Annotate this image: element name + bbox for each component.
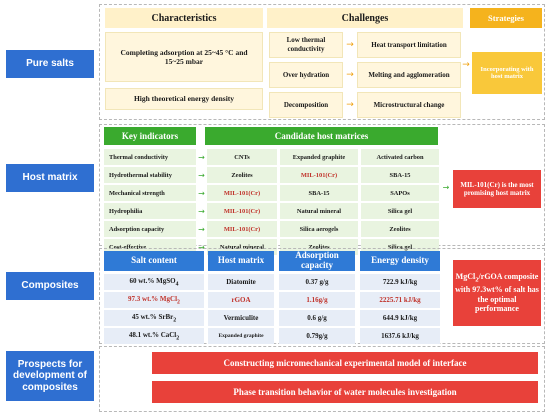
challenge-effect-text: Microstructural change (373, 100, 445, 109)
candidate-col2-cell (280, 167, 358, 183)
arrow-right-icon: → (198, 242, 205, 252)
adsorption-capacity-value-text: 0.79g/g (306, 332, 328, 340)
section-label-composites (6, 272, 94, 300)
key-indicators-header-text: Key indicators (121, 131, 179, 141)
candidate-col1-text: MIL-101(Cr) (223, 207, 261, 215)
candidate-col2-text: SBA-15 (308, 189, 330, 197)
host-matrix-value-cell (208, 328, 274, 344)
host-matrix-conclusion-text: MIL-101(Cr) is the most promising host matrix (460, 180, 534, 197)
arrow-right-icon: → (198, 206, 205, 216)
section-label-text: Composites (21, 280, 79, 292)
key-indicator-text: Cost-effective (109, 243, 147, 251)
key-indicator-cell (104, 167, 196, 183)
salt-content-text (128, 295, 180, 305)
host-matrix-conclusion (453, 170, 541, 208)
key-indicator-text: Adsorption capacity (109, 225, 165, 233)
section-label-prospects (6, 351, 94, 401)
arrow-right-icon: → (346, 40, 354, 50)
adsorption-capacity-value-cell (279, 310, 355, 326)
salt-content-cell (104, 310, 204, 326)
section-label-text: Pure salts (26, 58, 74, 70)
candidate-matrices-header-text: Candidate host matrices (274, 131, 369, 141)
key-indicator-cell (104, 185, 196, 201)
candidate-col1-cell (207, 185, 277, 201)
candidate-col2-text: MIL-101(Cr) (300, 171, 338, 179)
host-matrix-value-cell (208, 310, 274, 326)
candidate-col3-text: Activated carbon (376, 153, 424, 161)
characteristic-energy-density-text: High theoretical energy density (133, 94, 235, 104)
conclusion-rest: /rGOA composite with 97.3wt% of salt has the optimal performance (455, 272, 539, 314)
characteristics-header (105, 8, 263, 28)
arrow-right-icon: → (346, 100, 354, 110)
adsorption-capacity-value-text: 0.37 g/g (305, 278, 329, 286)
energy-density-value-cell (360, 328, 440, 344)
adsorption-capacity-value-cell (279, 328, 355, 344)
prospect-item-text: Constructing micromechanical experimental model of interface (223, 358, 467, 368)
conclusion-formula-sub: 2 (475, 276, 479, 284)
candidate-col3-cell (361, 221, 439, 237)
host-matrix-col-header (208, 251, 274, 271)
candidate-col2-cell (280, 185, 358, 201)
prospect-item-text: Phase transition behavior of water molecules investigation (233, 387, 457, 397)
prospect-item-1 (152, 352, 538, 374)
adsorption-capacity-value-cell (279, 274, 355, 290)
adsorption-capacity-header (279, 251, 355, 271)
challenges-header-text: Challenges (341, 12, 389, 24)
characteristics-header-text: Characteristics (151, 12, 217, 24)
candidate-col3-cell (361, 185, 439, 201)
salt-content-header (104, 251, 204, 271)
arrow-right-icon: → (442, 182, 450, 192)
salt-content-header-text: Salt content (131, 255, 177, 266)
salt-formula: 45 wt.% SrBr (131, 312, 174, 321)
adsorption-capacity-value-text: 1.16g/g (306, 296, 328, 304)
arrow-right-icon: → (198, 152, 205, 162)
candidate-col3-cell (361, 167, 439, 183)
arrow-right-icon: → (198, 224, 205, 234)
candidate-col2-text: Silica aerogels (299, 225, 339, 233)
energy-density-header-text: Energy density (371, 255, 429, 266)
section-label-host-matrix (6, 164, 94, 192)
salt-content-cell (104, 292, 204, 308)
energy-density-value-text: 722.9 kJ/kg (382, 278, 418, 286)
challenge-effect-text: Heat transport limitation (371, 40, 447, 49)
prospect-item-2 (152, 381, 538, 403)
candidate-col1-text: MIL-101(Cr) (223, 225, 261, 233)
strategies-header (470, 8, 542, 28)
salt-formula: 60 wt.% MgSO (129, 276, 176, 285)
challenge-effect-text: Melting and agglomeration (368, 70, 450, 79)
energy-density-value-text: 1637.6 kJ/kg (381, 332, 419, 340)
strategy-text: Incorporating with host matrix (480, 65, 534, 80)
key-indicators-header (104, 127, 196, 145)
section-label-pure-salts (6, 50, 94, 78)
candidate-col3-text: Silica gel (387, 243, 413, 251)
salt-formula: 48.1 wt.% CaCl (128, 330, 177, 339)
candidate-col1-text: CNTs (234, 153, 250, 161)
candidate-col1-cell (207, 221, 277, 237)
energy-density-header (360, 251, 440, 271)
challenge-cause-1 (269, 32, 343, 58)
candidate-col1-cell (207, 167, 277, 183)
section-label-text: Prospects for development of composites (13, 358, 87, 393)
key-indicator-cell (104, 149, 196, 165)
candidate-col1-text: Natural mineral (219, 243, 265, 251)
key-indicator-cell (104, 203, 196, 219)
composite-conclusion-text (455, 272, 539, 313)
salt-formula: 97.3 wt.% MgCl (128, 294, 178, 303)
salt-content-text (129, 277, 178, 287)
challenge-cause-2 (269, 62, 343, 88)
candidate-col2-text: Zeolites (308, 243, 330, 251)
key-indicator-text: Mechanical strength (109, 189, 165, 197)
salt-content-text (132, 313, 176, 323)
candidate-col3-text: Silica gel (387, 207, 413, 215)
candidate-col2-text: Natural mineral (296, 207, 342, 215)
arrow-right-icon: → (198, 188, 205, 198)
arrow-right-icon: → (198, 170, 205, 180)
candidate-col3-text: Zeolites (389, 225, 411, 233)
candidate-col1-text: Zeolites (231, 171, 253, 179)
candidate-col2-text: Expanded graphite (292, 153, 346, 161)
candidate-col3-cell (361, 149, 439, 165)
salt-content-cell (104, 328, 204, 344)
host-matrix-value-text: Vermiculite (223, 314, 259, 322)
challenge-effect-2 (357, 62, 461, 88)
candidate-col2-cell (280, 221, 358, 237)
arrow-right-icon: → (346, 70, 354, 80)
energy-density-value-cell (360, 310, 440, 326)
challenge-cause-text: Decomposition (283, 100, 329, 109)
characteristic-energy-density (105, 88, 263, 110)
candidate-col1-cell (207, 149, 277, 165)
candidate-col3-text: SBA-15 (389, 171, 411, 179)
salt-content-cell (104, 274, 204, 290)
host-matrix-value-text: rGOA (231, 296, 251, 304)
characteristic-adsorption (105, 32, 263, 82)
host-matrix-value-text: Expanded graphite (218, 333, 264, 339)
challenge-cause-text: Over hydration (282, 70, 330, 79)
adsorption-capacity-value-cell (279, 292, 355, 308)
section-label-text: Host matrix (22, 172, 78, 184)
host-matrix-col-header-text: Host matrix (217, 255, 265, 266)
candidate-col3-cell (361, 203, 439, 219)
candidate-matrices-header (205, 127, 438, 145)
adsorption-capacity-value-text: 0.6 g/g (307, 314, 327, 322)
conclusion-formula: MgCl (455, 272, 476, 282)
challenge-cause-text: Low thermal conductivity (286, 36, 326, 53)
salt-formula-sub: 2 (176, 335, 180, 342)
challenge-effect-3 (357, 92, 461, 118)
characteristic-adsorption-text: Completing adsorption at 25~45 °C and 15~25 mbar (120, 47, 248, 66)
key-indicator-cell (104, 221, 196, 237)
challenge-effect-1 (357, 32, 461, 58)
strategies-header-text: Strategies (488, 13, 524, 23)
salt-content-text (129, 331, 179, 341)
energy-density-value-text: 2225.71 kJ/kg (379, 296, 421, 304)
arrow-right-icon: → (462, 60, 470, 70)
key-indicator-text: Thermal conductivity (109, 153, 169, 161)
adsorption-capacity-header-text: Adsorption capacity (295, 250, 339, 270)
composite-conclusion (453, 260, 541, 326)
candidate-col2-cell (280, 149, 358, 165)
salt-formula-sub: 2 (173, 317, 177, 324)
key-indicator-text: Hydrophilia (109, 207, 143, 215)
energy-density-value-text: 644.9 kJ/kg (382, 314, 418, 322)
strategy-box (472, 52, 542, 94)
challenge-cause-3 (269, 92, 343, 118)
salt-formula-sub: 2 (177, 299, 180, 306)
key-indicator-text: Hydrothermal stability (109, 171, 172, 179)
challenges-header (267, 8, 463, 28)
candidate-col1-cell (207, 203, 277, 219)
energy-density-value-cell (360, 274, 440, 290)
candidate-col3-text: SAPOs (390, 189, 410, 197)
salt-formula-sub: 4 (175, 281, 179, 288)
host-matrix-value-cell (208, 292, 274, 308)
candidate-col1-text: MIL-101(Cr) (223, 189, 261, 197)
host-matrix-value-text: Diatomite (226, 278, 256, 286)
host-matrix-value-cell (208, 274, 274, 290)
energy-density-value-cell (360, 292, 440, 308)
candidate-col2-cell (280, 203, 358, 219)
